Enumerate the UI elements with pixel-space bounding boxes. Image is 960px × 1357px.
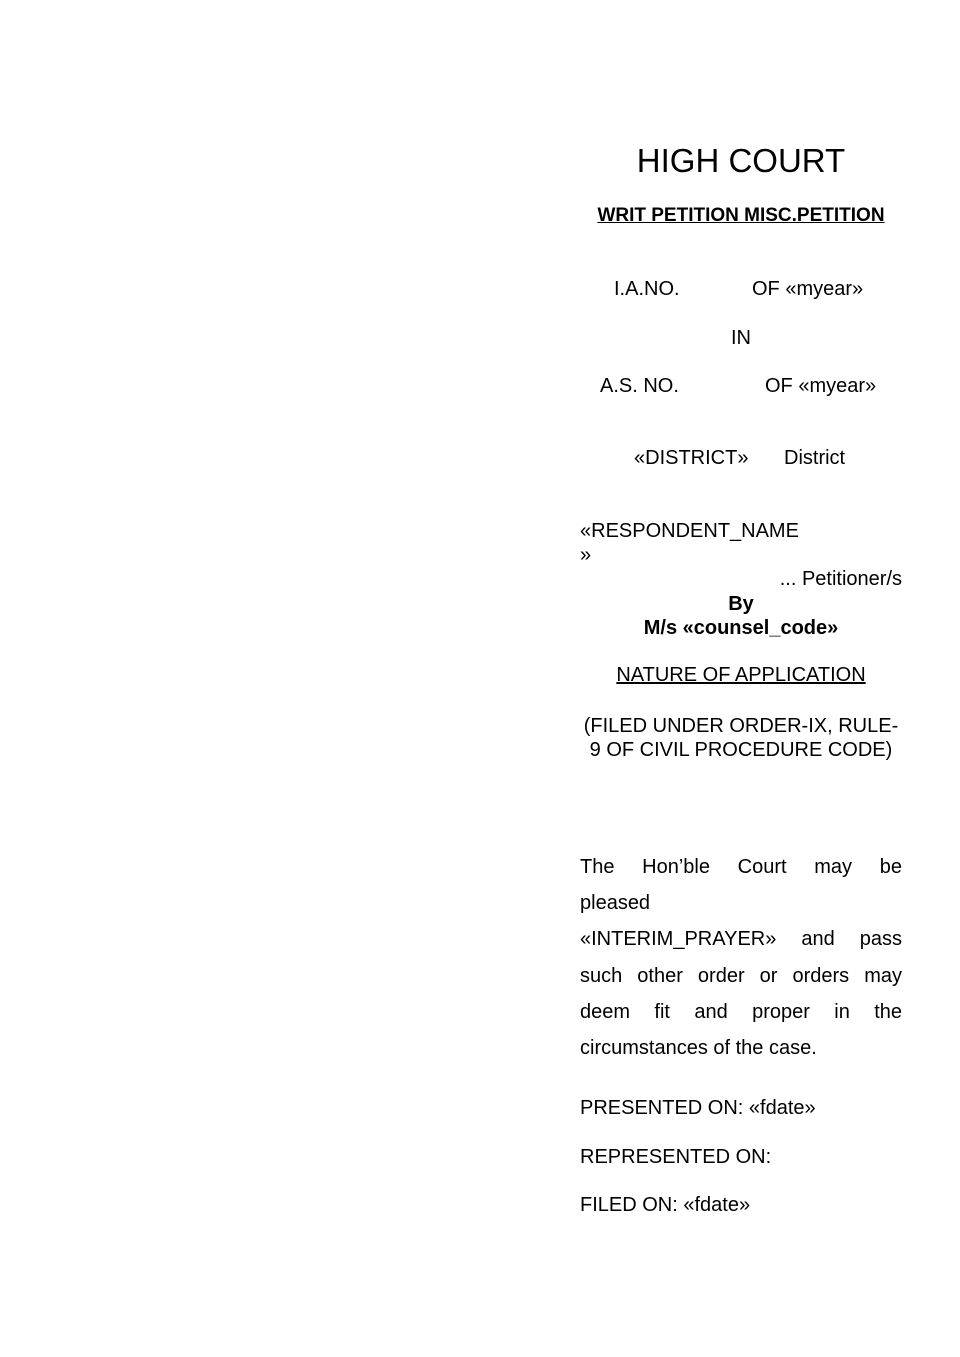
- filed-on-line: FILED ON: «fdate»: [580, 1194, 751, 1216]
- as-number-label: A.S. NO.: [600, 375, 679, 397]
- represented-on-line: REPRESENTED ON:: [580, 1146, 772, 1168]
- ia-number-label: I.A.NO.: [614, 278, 680, 300]
- prayer-line: pleased: [580, 892, 651, 915]
- prayer-line: circumstances of the case.: [580, 1036, 817, 1059]
- prayer-line: «INTERIM_PRAYER» and pass: [580, 928, 902, 951]
- petitioner-role: ... Petitioner/s: [779, 568, 902, 590]
- respondent-name-line1: «RESPONDENT_NAME: [580, 520, 799, 542]
- counsel-name: M/s «counsel_code»: [643, 617, 839, 639]
- prayer-paragraph: [580, 849, 902, 1066]
- prayer-line: The Hon’ble Court may be: [580, 856, 902, 878]
- nature-of-application-heading: NATURE OF APPLICATION: [616, 664, 866, 686]
- ia-year-label: OF «myear»: [752, 278, 864, 300]
- presented-on-line: PRESENTED ON: «fdate»: [580, 1097, 816, 1119]
- prayer-line: deem fit and proper in the: [580, 1000, 902, 1023]
- respondent-name-line2: »: [580, 544, 592, 566]
- by-label: By: [728, 593, 754, 615]
- prayer-line: such other order or orders may: [580, 964, 902, 987]
- district-value: «DISTRICT»: [634, 447, 749, 469]
- petition-type-heading: WRIT PETITION MISC.PETITION: [597, 205, 885, 226]
- filed-under-clause: (FILED UNDER ORDER-IX, RULE-9 OF CIVIL PROCEDURE CODE): [583, 715, 899, 761]
- in-label: IN: [731, 327, 751, 349]
- district-label: District: [784, 447, 846, 469]
- court-title: HIGH COURT: [636, 142, 846, 179]
- as-year-label: OF «myear»: [765, 375, 877, 397]
